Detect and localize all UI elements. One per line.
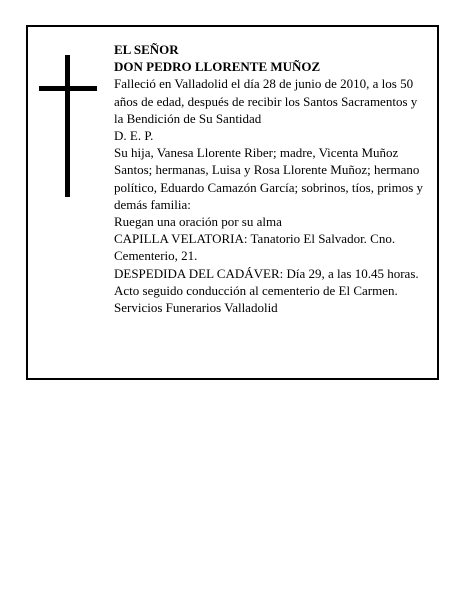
cross-vertical-bar [65, 55, 70, 197]
cross-horizontal-bar [39, 86, 97, 91]
prayer-request: Ruegan una oración por su alma [114, 214, 282, 230]
obituary-notice [26, 25, 439, 380]
death-paragraph: Falleció en Valladolid el día 28 de junio de 2010, a los 50 años de edad, después de recibir los Santos Sacramentos y la Bendición de Su Santidad [114, 76, 418, 126]
dep-line: D. E. P. [114, 128, 154, 144]
notice-text [114, 41, 424, 316]
chapel-info: CAPILLA VELATORIA: Tanatorio El Salvador. Cno. Cementerio, 21. [114, 231, 396, 264]
farewell-info: DESPEDIDA DEL CADÁVER: Día 29, a las 10.45 horas. Acto seguido conducción al cementerio de El Carmen. [114, 265, 419, 298]
cross-icon [39, 55, 97, 197]
family-paragraph: Su hija, Vanesa Llorente Riber; madre, Vicenta Muñoz Santos; hermanas, Luisa y Rosa Llorente Muñoz; hermano político, Eduardo Camazón García; sobrinos, tíos, primos y demás familia: [114, 145, 424, 212]
notice-title-line1: EL SEÑOR [114, 42, 179, 57]
deceased-name: DON PEDRO LLORENTE MUÑOZ [114, 59, 321, 75]
funeral-services: Servicios Funerarios Valladolid [114, 300, 278, 316]
